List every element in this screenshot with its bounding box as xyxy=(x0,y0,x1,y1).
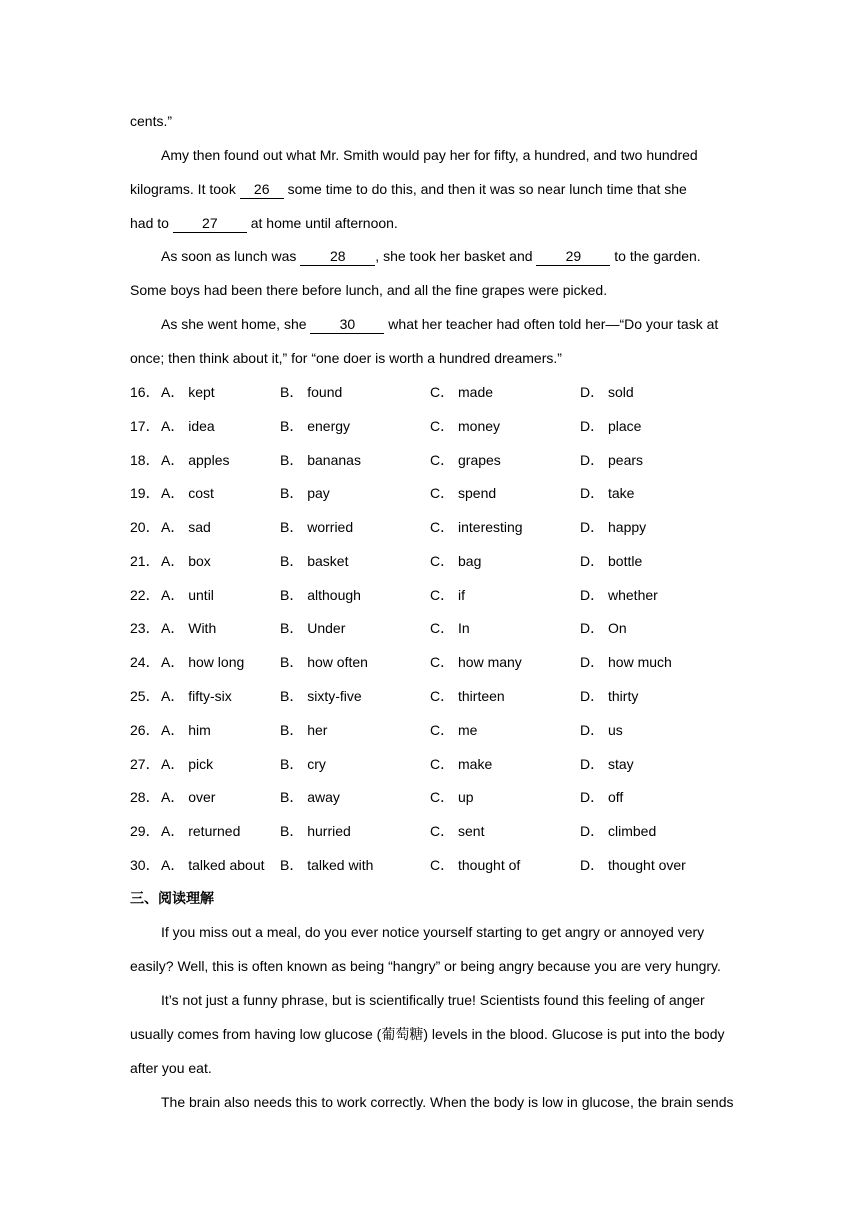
question-row xyxy=(130,618,730,638)
option-a: A． fifty-six xyxy=(161,688,232,704)
passage-line: The brain also needs this to work correctly. When the body is low in glucose, the brain sends xyxy=(161,1094,734,1110)
question-number: 18． xyxy=(130,452,160,468)
option-a: A． sad xyxy=(161,519,211,535)
blank-29: 29 xyxy=(536,248,610,266)
option-c: C． up xyxy=(430,789,474,805)
question-number: 24． xyxy=(130,654,160,670)
option-a: A． With xyxy=(161,620,217,636)
passage-line: If you miss out a meal, do you ever notice yourself starting to get angry or annoyed very xyxy=(161,924,705,940)
option-b: B． her xyxy=(280,722,328,738)
option-d: D． how much xyxy=(580,654,672,670)
option-b: B． pay xyxy=(280,485,330,501)
question-number: 23． xyxy=(130,620,160,636)
option-c: C． sent xyxy=(430,823,485,839)
option-b: B． energy xyxy=(280,418,351,434)
question-number: 29． xyxy=(130,823,160,839)
blank-30: 30 xyxy=(310,316,384,334)
option-c: C． spend xyxy=(430,485,497,501)
question-number: 22． xyxy=(130,587,160,603)
passage-line: once; then think about it,” for “one doer is worth a hundred dreamers.” xyxy=(130,350,562,366)
passage-line: kilograms. It took 26 some time to do this, and then it was so near lunch time that she xyxy=(130,181,687,197)
option-c: C． thirteen xyxy=(430,688,505,704)
question-number: 28． xyxy=(130,789,160,805)
option-d: D． off xyxy=(580,789,624,805)
question-row xyxy=(130,382,730,402)
passage-line: It’s not just a funny phrase, but is scientifically true! Scientists found this feeling of anger xyxy=(161,992,705,1008)
option-d: D． whether xyxy=(580,587,658,603)
question-row xyxy=(130,585,730,605)
question-row xyxy=(130,720,730,740)
question-row xyxy=(130,416,730,436)
question-row xyxy=(130,450,730,470)
option-a: A． returned xyxy=(161,823,241,839)
question-row xyxy=(130,787,730,807)
passage-line: Amy then found out what Mr. Smith would pay her for fifty, a hundred, and two hundred xyxy=(161,147,698,163)
option-c: C． In xyxy=(430,620,470,636)
option-a: A． him xyxy=(161,722,211,738)
passage-line: had to 27 at home until afternoon. xyxy=(130,215,398,231)
passage-line: Some boys had been there before lunch, and all the fine grapes were picked. xyxy=(130,282,608,298)
option-a: A． talked about xyxy=(161,857,265,873)
option-d: D． bottle xyxy=(580,553,643,569)
question-row xyxy=(130,652,730,672)
option-d: D． sold xyxy=(580,384,634,400)
blank-28: 28 xyxy=(300,248,375,266)
option-b: B． bananas xyxy=(280,452,361,468)
option-c: C． made xyxy=(430,384,494,400)
question-number: 17． xyxy=(130,418,160,434)
question-number: 16． xyxy=(130,384,160,400)
option-b: B． worried xyxy=(280,519,354,535)
question-number: 20． xyxy=(130,519,160,535)
option-b: B． sixty-five xyxy=(280,688,362,704)
question-row xyxy=(130,551,730,571)
option-c: C． interesting xyxy=(430,519,523,535)
question-number: 27． xyxy=(130,756,160,772)
question-row xyxy=(130,517,730,537)
passage-line: easily? Well, this is often known as being “hangry” or being angry because you are very hungry. xyxy=(130,958,721,974)
option-d: D． pears xyxy=(580,452,644,468)
passage-line: As soon as lunch was 28 , she took her basket and 29 to the garden. xyxy=(161,248,701,264)
option-b: B． hurried xyxy=(280,823,351,839)
option-b: B． how often xyxy=(280,654,368,670)
option-b: B． away xyxy=(280,789,340,805)
option-b: B． although xyxy=(280,587,361,603)
option-c: C． if xyxy=(430,587,465,603)
section-heading: 三、阅读理解 xyxy=(130,891,214,907)
passage-line: usually comes from having low glucose (葡萄糖) levels in the blood. Glucose is put into the body xyxy=(130,1026,725,1042)
option-d: D． happy xyxy=(580,519,647,535)
option-a: A． kept xyxy=(161,384,215,400)
question-number: 21． xyxy=(130,553,160,569)
option-d: D． take xyxy=(580,485,635,501)
passage-line: cents.” xyxy=(130,113,173,129)
question-number: 30． xyxy=(130,857,160,873)
option-c: C． how many xyxy=(430,654,522,670)
option-a: A． over xyxy=(161,789,216,805)
option-b: B． talked with xyxy=(280,857,374,873)
option-c: C． me xyxy=(430,722,478,738)
option-c: C． grapes xyxy=(430,452,501,468)
option-c: C． make xyxy=(430,756,493,772)
question-row xyxy=(130,821,730,841)
option-a: A． idea xyxy=(161,418,215,434)
option-a: A． how long xyxy=(161,654,245,670)
option-c: C． bag xyxy=(430,553,482,569)
option-d: D． stay xyxy=(580,756,634,772)
option-a: A． until xyxy=(161,587,214,603)
option-a: A． cost xyxy=(161,485,214,501)
option-b: B． basket xyxy=(280,553,349,569)
question-number: 19． xyxy=(130,485,160,501)
option-a: A． pick xyxy=(161,756,214,772)
option-d: D． thirty xyxy=(580,688,639,704)
option-d: D． thought over xyxy=(580,857,686,873)
option-d: D． climbed xyxy=(580,823,657,839)
passage-line: after you eat. xyxy=(130,1060,212,1076)
blank-26: 26 xyxy=(240,181,284,199)
option-d: D． place xyxy=(580,418,642,434)
question-row xyxy=(130,855,730,875)
option-a: A． box xyxy=(161,553,211,569)
question-row xyxy=(130,754,730,774)
option-c: C． money xyxy=(430,418,501,434)
option-b: B． Under xyxy=(280,620,346,636)
question-number: 26． xyxy=(130,722,160,738)
question-row xyxy=(130,686,730,706)
option-a: A． apples xyxy=(161,452,230,468)
blank-27: 27 xyxy=(173,215,247,233)
question-number: 25． xyxy=(130,688,160,704)
option-d: D． On xyxy=(580,620,627,636)
option-b: B． cry xyxy=(280,756,326,772)
option-c: C． thought of xyxy=(430,857,521,873)
option-d: D． us xyxy=(580,722,623,738)
option-b: B． found xyxy=(280,384,343,400)
passage-line: As she went home, she 30 what her teacher had often told her—“Do your task at xyxy=(161,316,719,332)
question-row xyxy=(130,483,730,503)
